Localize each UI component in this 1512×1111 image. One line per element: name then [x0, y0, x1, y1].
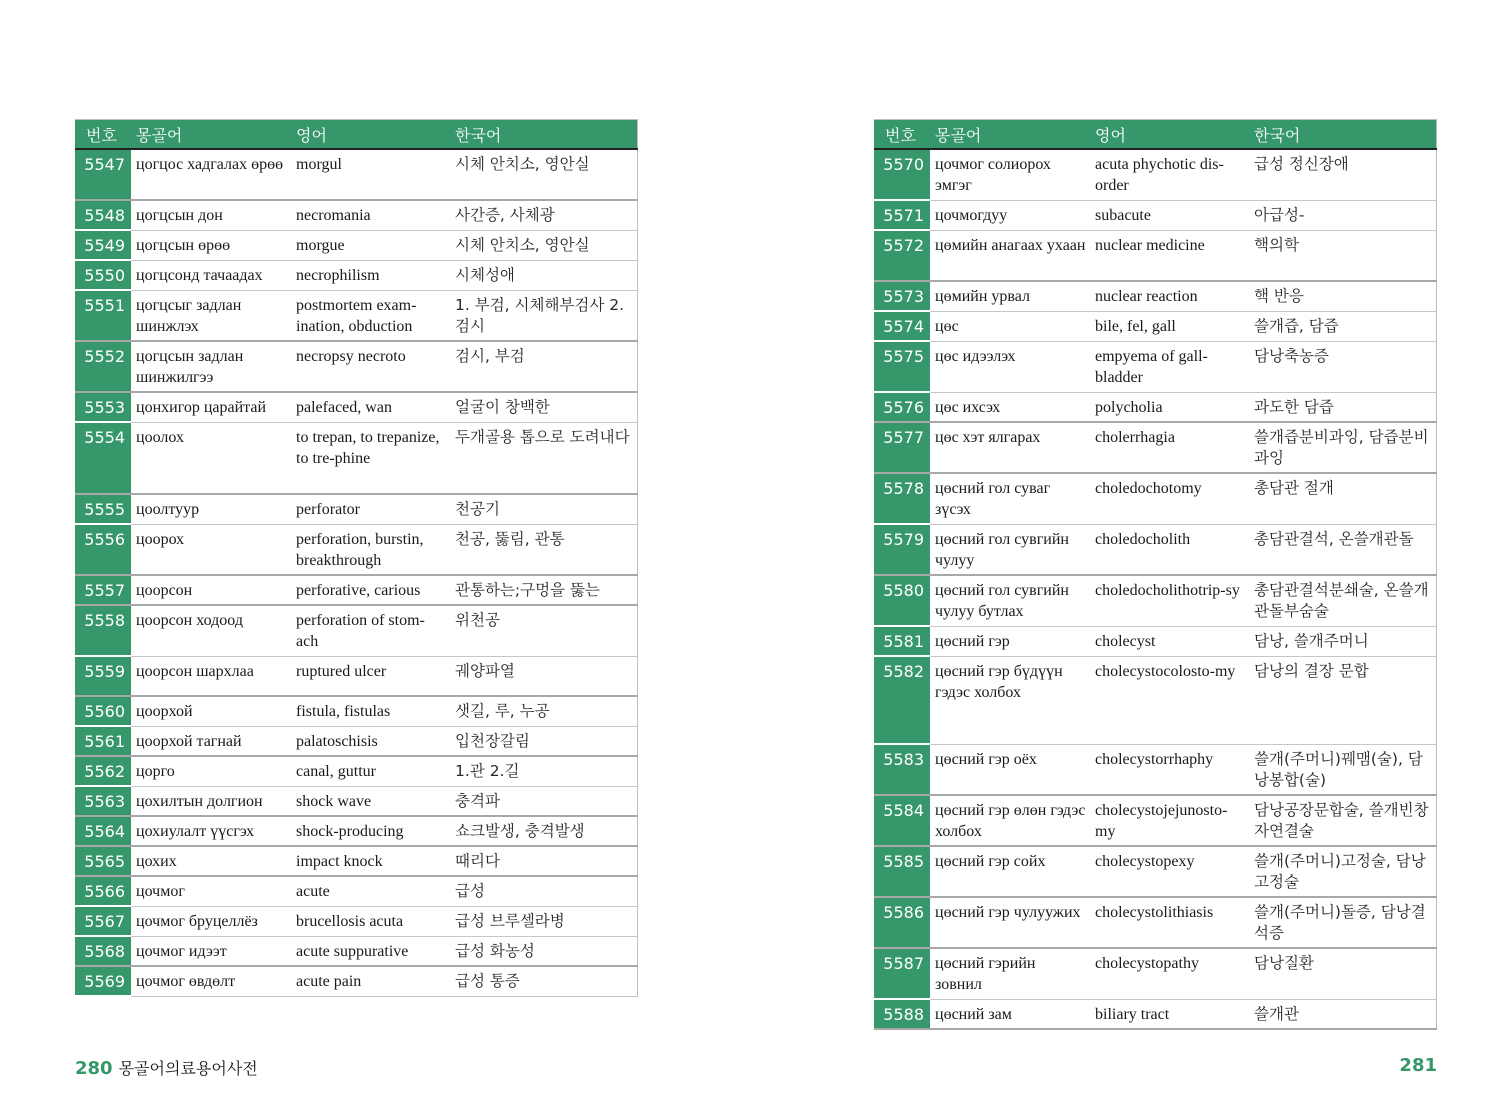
- english-term: postmortem exam-ination, obduction: [291, 290, 450, 341]
- entry-number: 5555: [75, 494, 131, 524]
- entry-number: 5583: [874, 744, 930, 795]
- entry-number: 5584: [874, 795, 930, 846]
- korean-term: 급성: [450, 876, 638, 906]
- english-term: fistula, fistulas: [291, 696, 450, 726]
- english-term: acute suppurative: [291, 936, 450, 966]
- korean-term: 총담관결석, 온쓸개관돌: [1249, 524, 1437, 575]
- mongolian-term: цогцос хадгалах өрөө: [131, 149, 291, 200]
- korean-term: 쓸개즙, 담즙: [1249, 311, 1437, 341]
- entry-number: 5557: [75, 575, 131, 605]
- english-term: palatoschisis: [291, 726, 450, 756]
- table-header-row: [75, 120, 638, 150]
- table-row: [874, 524, 1437, 575]
- mongolian-term: цоолох: [131, 422, 291, 494]
- korean-term: 쓸개(주머니)꿰맴(술), 담낭봉합(술): [1249, 744, 1437, 795]
- entry-number: 5551: [75, 290, 131, 341]
- english-term: nuclear reaction: [1090, 281, 1249, 311]
- mongolian-term: цорго: [131, 756, 291, 786]
- entry-number: 5579: [874, 524, 930, 575]
- korean-term: 총담관 절개: [1249, 473, 1437, 524]
- mongolian-term: цөсний гэр оёх: [930, 744, 1090, 795]
- english-term: perforative, carious: [291, 575, 450, 605]
- english-term: cholecyst: [1090, 626, 1249, 656]
- entry-number: 5562: [75, 756, 131, 786]
- table-row: [75, 656, 638, 696]
- header-mongolian: 몽골어: [930, 120, 1090, 150]
- entry-number: 5569: [75, 966, 131, 996]
- mongolian-term: цогцсын өрөө: [131, 230, 291, 260]
- entry-number: 5564: [75, 816, 131, 846]
- left-entries: [75, 149, 638, 996]
- korean-term: 쓸개즙분비과잉, 담즙분비과잉: [1249, 422, 1437, 473]
- korean-term: 담낭질환: [1249, 948, 1437, 999]
- table-row: [874, 230, 1437, 281]
- mongolian-term: цөсний гэр бүдүүн гэдэс холбох: [930, 656, 1090, 744]
- header-korean: 한국어: [1249, 120, 1437, 150]
- left-page-number: 280: [75, 1058, 113, 1079]
- entry-number: 5561: [75, 726, 131, 756]
- english-term: cholecystopathy: [1090, 948, 1249, 999]
- table-row: [874, 473, 1437, 524]
- entry-number: 5573: [874, 281, 930, 311]
- entry-number: 5571: [874, 200, 930, 230]
- korean-term: 아급성-: [1249, 200, 1437, 230]
- table-row: [75, 494, 638, 524]
- table-row: [75, 726, 638, 756]
- table-row: [75, 230, 638, 260]
- table-row: [874, 846, 1437, 897]
- table-row: [874, 795, 1437, 846]
- english-term: acuta phychotic dis-order: [1090, 149, 1249, 200]
- english-term: necromania: [291, 200, 450, 230]
- korean-term: 쓸개(주머니)고정술, 담낭고정술: [1249, 846, 1437, 897]
- entry-number: 5547: [75, 149, 131, 200]
- korean-term: 급성 브루셀라병: [450, 906, 638, 936]
- korean-term: 급성 화농성: [450, 936, 638, 966]
- english-term: brucellosis acuta: [291, 906, 450, 936]
- header-number: 번호: [874, 120, 930, 150]
- right-entries: [874, 149, 1437, 1029]
- entry-number: 5556: [75, 524, 131, 575]
- mongolian-term: цоорхой: [131, 696, 291, 726]
- mongolian-term: цөсний гол сувгийн чулуу бутлах: [930, 575, 1090, 626]
- table-row: [75, 260, 638, 290]
- table-row: [75, 524, 638, 575]
- english-term: perforation, burstin, breakthrough: [291, 524, 450, 575]
- table-row: [874, 575, 1437, 626]
- table-row: [874, 656, 1437, 744]
- mongolian-term: цөс: [930, 311, 1090, 341]
- table-row: [75, 575, 638, 605]
- mongolian-term: цогцсын задлан шинжилгээ: [131, 341, 291, 392]
- korean-term: 궤양파열: [450, 656, 638, 696]
- english-term: necrophilism: [291, 260, 450, 290]
- english-term: cholecystopexy: [1090, 846, 1249, 897]
- mongolian-term: цогцсонд тачаадах: [131, 260, 291, 290]
- english-term: acute: [291, 876, 450, 906]
- table-row: [874, 897, 1437, 948]
- table-row: [874, 200, 1437, 230]
- mongolian-term: цохиулалт үүсгэх: [131, 816, 291, 846]
- header-number: 번호: [75, 120, 131, 150]
- korean-term: 담낭, 쓸개주머니: [1249, 626, 1437, 656]
- english-term: impact knock: [291, 846, 450, 876]
- entry-number: 5566: [75, 876, 131, 906]
- mongolian-term: цоолтуур: [131, 494, 291, 524]
- table-row: [75, 200, 638, 230]
- book-title: 몽골어의료용어사전: [118, 1059, 258, 1078]
- english-term: perforation of stom-ach: [291, 605, 450, 656]
- english-term: cholecystojejunosto-my: [1090, 795, 1249, 846]
- table-row: [75, 786, 638, 816]
- entry-number: 5576: [874, 392, 930, 422]
- korean-term: 담낭공장문합술, 쓸개빈창자연결술: [1249, 795, 1437, 846]
- entry-number: 5586: [874, 897, 930, 948]
- mongolian-term: цөмийн урвал: [930, 281, 1090, 311]
- mongolian-term: цоорох: [131, 524, 291, 575]
- mongolian-term: цөс ихсэх: [930, 392, 1090, 422]
- table-row: [874, 392, 1437, 422]
- right-page-number: 281: [1399, 1055, 1437, 1076]
- korean-term: 충격파: [450, 786, 638, 816]
- entry-number: 5582: [874, 656, 930, 744]
- table-row: [874, 626, 1437, 656]
- korean-term: 검시, 부검: [450, 341, 638, 392]
- table-row: [75, 756, 638, 786]
- korean-term: 쇼크발생, 충격발생: [450, 816, 638, 846]
- mongolian-term: цочмог солиорох эмгэг: [930, 149, 1090, 200]
- entry-number: 5578: [874, 473, 930, 524]
- table-row: [75, 341, 638, 392]
- english-term: ruptured ulcer: [291, 656, 450, 696]
- mongolian-term: цогцсын дон: [131, 200, 291, 230]
- entry-number: 5552: [75, 341, 131, 392]
- mongolian-term: цөсний гэр сойх: [930, 846, 1090, 897]
- english-term: nuclear medicine: [1090, 230, 1249, 281]
- table-row: [75, 392, 638, 422]
- entry-number: 5572: [874, 230, 930, 281]
- korean-term: 관통하는;구멍을 뚫는: [450, 575, 638, 605]
- table-row: [874, 281, 1437, 311]
- table-row: [874, 422, 1437, 473]
- english-term: morgul: [291, 149, 450, 200]
- table-row: [75, 846, 638, 876]
- entry-number: 5570: [874, 149, 930, 200]
- korean-term: 사간증, 사체광: [450, 200, 638, 230]
- english-term: choledocholith: [1090, 524, 1249, 575]
- mongolian-term: цонхигор царайтай: [131, 392, 291, 422]
- table-row: [75, 290, 638, 341]
- english-term: subacute: [1090, 200, 1249, 230]
- mongolian-term: цоорсон ходоод: [131, 605, 291, 656]
- english-term: acute pain: [291, 966, 450, 996]
- entry-number: 5563: [75, 786, 131, 816]
- footer-left: [75, 1056, 258, 1079]
- dictionary-table-right: [874, 119, 1437, 1030]
- mongolian-term: цөсний гэр: [930, 626, 1090, 656]
- entry-number: 5587: [874, 948, 930, 999]
- entry-number: 5559: [75, 656, 131, 696]
- table-row: [75, 816, 638, 846]
- entry-number: 5580: [874, 575, 930, 626]
- table-row: [75, 936, 638, 966]
- mongolian-term: цөс хэт ялгарах: [930, 422, 1090, 473]
- english-term: canal, guttur: [291, 756, 450, 786]
- korean-term: 1.관 2.길: [450, 756, 638, 786]
- table-row: [874, 948, 1437, 999]
- mongolian-term: цөсний гол сувгийн чулуу: [930, 524, 1090, 575]
- table-row: [874, 149, 1437, 200]
- entry-number: 5568: [75, 936, 131, 966]
- header-mongolian: 몽골어: [131, 120, 291, 150]
- header-korean: 한국어: [450, 120, 638, 150]
- entry-number: 5554: [75, 422, 131, 494]
- english-term: cholerrhagia: [1090, 422, 1249, 473]
- entry-number: 5548: [75, 200, 131, 230]
- mongolian-term: цочмог: [131, 876, 291, 906]
- mongolian-term: цоорсон: [131, 575, 291, 605]
- mongolian-term: цоорхой тагнай: [131, 726, 291, 756]
- mongolian-term: цөмийн анагаах ухаан: [930, 230, 1090, 281]
- korean-term: 천공기: [450, 494, 638, 524]
- korean-term: 담낭축농증: [1249, 341, 1437, 392]
- korean-term: 핵의학: [1249, 230, 1437, 281]
- mongolian-term: цөсний гэр өлөн гэдэс холбох: [930, 795, 1090, 846]
- english-term: choledochotomy: [1090, 473, 1249, 524]
- mongolian-term: цөсний гэрийн зовнил: [930, 948, 1090, 999]
- mongolian-term: цөсний зам: [930, 999, 1090, 1029]
- mongolian-term: цочмог бруцеллёз: [131, 906, 291, 936]
- dictionary-table-left: [75, 119, 638, 997]
- english-term: empyema of gall-bladder: [1090, 341, 1249, 392]
- entry-number: 5553: [75, 392, 131, 422]
- korean-term: 두개골용 톱으로 도려내다: [450, 422, 638, 494]
- english-term: necropsy necroto: [291, 341, 450, 392]
- entry-number: 5581: [874, 626, 930, 656]
- korean-term: 입천장갈림: [450, 726, 638, 756]
- english-term: bile, fel, gall: [1090, 311, 1249, 341]
- korean-term: 쓸개(주머니)돌증, 담낭결석증: [1249, 897, 1437, 948]
- korean-term: 총담관결석분쇄술, 온쓸개관돌부숨술: [1249, 575, 1437, 626]
- table-row: [75, 966, 638, 996]
- table-header-row: [874, 120, 1437, 150]
- mongolian-term: цоорсон шархлаа: [131, 656, 291, 696]
- table-row: [874, 311, 1437, 341]
- mongolian-term: цөсний гол суваг зүсэх: [930, 473, 1090, 524]
- korean-term: 얼굴이 창백한: [450, 392, 638, 422]
- english-term: perforator: [291, 494, 450, 524]
- english-term: cholecystorrhaphy: [1090, 744, 1249, 795]
- english-term: polycholia: [1090, 392, 1249, 422]
- mongolian-term: цөс идээлэх: [930, 341, 1090, 392]
- korean-term: 때리다: [450, 846, 638, 876]
- korean-term: 천공, 뚫림, 관통: [450, 524, 638, 575]
- english-term: biliary tract: [1090, 999, 1249, 1029]
- entry-number: 5560: [75, 696, 131, 726]
- table-row: [75, 605, 638, 656]
- entry-number: 5588: [874, 999, 930, 1029]
- mongolian-term: цөсний гэр чулуужих: [930, 897, 1090, 948]
- entry-number: 5549: [75, 230, 131, 260]
- entry-number: 5585: [874, 846, 930, 897]
- table-row: [874, 341, 1437, 392]
- entry-number: 5575: [874, 341, 930, 392]
- korean-term: 쓸개관: [1249, 999, 1437, 1029]
- english-term: cholecystolithiasis: [1090, 897, 1249, 948]
- korean-term: 핵 반응: [1249, 281, 1437, 311]
- entry-number: 5574: [874, 311, 930, 341]
- mongolian-term: цохих: [131, 846, 291, 876]
- english-term: morgue: [291, 230, 450, 260]
- mongolian-term: цочмогдуу: [930, 200, 1090, 230]
- english-term: cholecystocolosto-my: [1090, 656, 1249, 744]
- korean-term: 급성 통증: [450, 966, 638, 996]
- entry-number: 5558: [75, 605, 131, 656]
- english-term: choledocholithotrip-sy: [1090, 575, 1249, 626]
- korean-term: 위천공: [450, 605, 638, 656]
- english-term: shock-producing: [291, 816, 450, 846]
- table-row: [75, 696, 638, 726]
- table-row: [75, 906, 638, 936]
- table-row: [874, 999, 1437, 1029]
- mongolian-term: цогцсыг задлан шинжлэх: [131, 290, 291, 341]
- korean-term: 시체 안치소, 영안실: [450, 149, 638, 200]
- table-row: [75, 422, 638, 494]
- mongolian-term: цочмог өвдөлт: [131, 966, 291, 996]
- english-term: palefaced, wan: [291, 392, 450, 422]
- korean-term: 시체 안치소, 영안실: [450, 230, 638, 260]
- table-row: [75, 876, 638, 906]
- entry-number: 5550: [75, 260, 131, 290]
- korean-term: 1. 부검, 시체해부검사 2. 검시: [450, 290, 638, 341]
- english-term: shock wave: [291, 786, 450, 816]
- table-row: [75, 149, 638, 200]
- korean-term: 과도한 담즙: [1249, 392, 1437, 422]
- korean-term: 담낭의 결장 문합: [1249, 656, 1437, 744]
- korean-term: 샛길, 루, 누공: [450, 696, 638, 726]
- entry-number: 5565: [75, 846, 131, 876]
- english-term: to trepan, to trepanize, to tre-phine: [291, 422, 450, 494]
- korean-term: 시체성애: [450, 260, 638, 290]
- entry-number: 5577: [874, 422, 930, 473]
- mongolian-term: цохилтын долгион: [131, 786, 291, 816]
- entry-number: 5567: [75, 906, 131, 936]
- mongolian-term: цочмог идээт: [131, 936, 291, 966]
- table-row: [874, 744, 1437, 795]
- korean-term: 급성 정신장애: [1249, 149, 1437, 200]
- header-english: 영어: [291, 120, 450, 150]
- header-english: 영어: [1090, 120, 1249, 150]
